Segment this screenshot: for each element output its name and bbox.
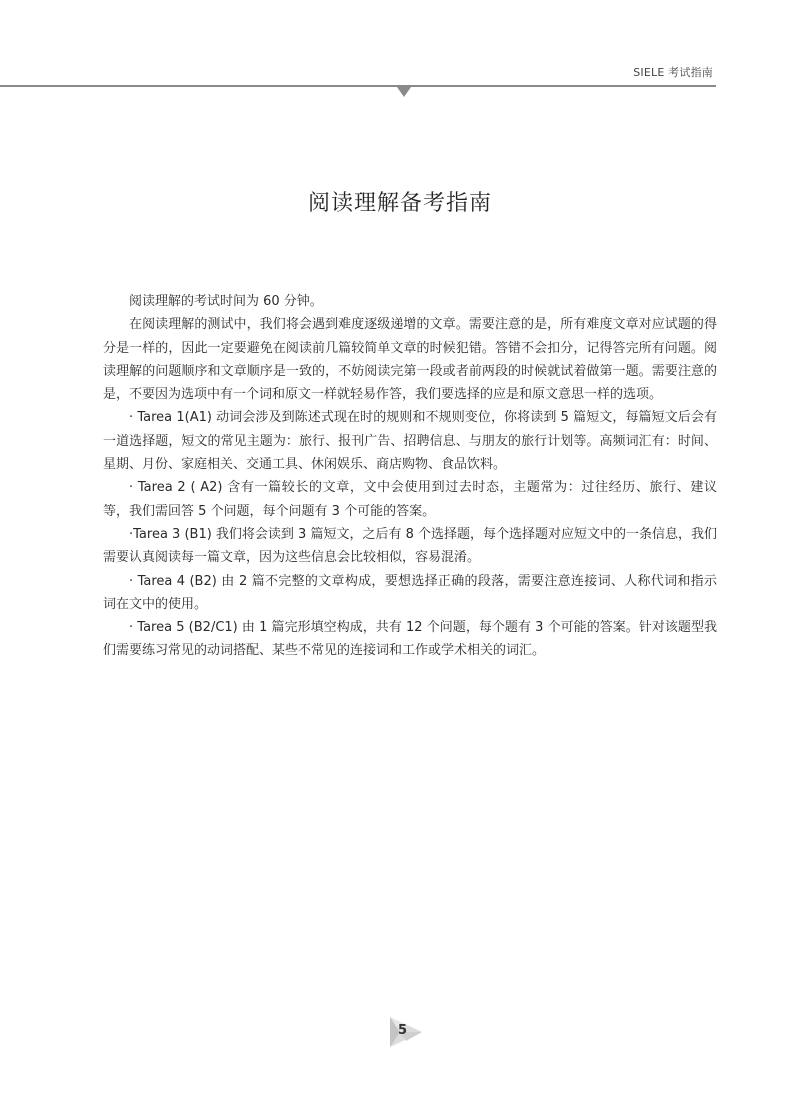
paragraph: 在阅读理解的测试中，我们将会遇到难度逐级递增的文章。需要注意的是，所有难度文章对应试题的得分是一样的，因此一定要避免在阅读前几篇较简单文章的时候犯错。答错不会扣分，记得答完所有问题。阅读理解的问题顺序和文章顺序是一致的，不妨阅读完第一段或者前两段的时候就试着做第一题。需要注意的是，不要因为选项中有一个词和原文一样就轻易作答，我们要选择的应是和原文意思一样的选项。 [103, 317, 717, 403]
page-number-badge [386, 1015, 426, 1049]
paragraph: 阅读理解的考试时间为 60 分钟。 [129, 294, 323, 309]
paragraph: · Tarea 5 (B2/C1) 由 1 篇完形填空构成，共有 12 个问题，每个题有 3 个可能的答案。针对该题型我们需要练习常见的动词搭配、某些不常见的连接词和工作或学术相关的词汇。 [103, 620, 717, 659]
paragraph: · Tarea 2 ( A2) 含有一篇较长的文章，文中会使用到过去时态，主题常为：过往经历、旅行、建议等，我们需回答 5 个问题，每个问题有 3 个可能的答案。 [103, 480, 717, 519]
running-header-title: SIELE 考试指南 [633, 66, 713, 79]
header-rule [0, 85, 716, 87]
page-number: 5 [398, 1023, 408, 1038]
running-header [0, 64, 713, 80]
body-text [103, 290, 717, 663]
paragraph: · Tarea 4 (B2) 由 2 篇不完整的文章构成，要想选择正确的段落，需要注意连接词、人称代词和指示词在文中的使用。 [103, 573, 717, 612]
paragraph: ·Tarea 3 (B1) 我们将会读到 3 篇短文，之后有 8 个选择题，每个选择题对应短文中的一条信息，我们需要认真阅读每一篇文章，因为这些信息会比较相似，容易混淆。 [103, 526, 717, 566]
page-title: 阅读理解备考指南 [307, 191, 492, 216]
triangle-down-icon [397, 87, 411, 97]
paragraph: · Tarea 1(A1) 动词会涉及到陈述式现在时的规则和不规则变位，你将读到 5 篇短文，每篇短文后会有一道选择题，短文的常见主题为：旅行、报刊广告、招聘信息、与朋友的旅行计划等。高频词汇有：时间、星期、月份、家庭相关、交通工具、休闲娱乐、商店购物、食品饮料。 [103, 410, 717, 473]
